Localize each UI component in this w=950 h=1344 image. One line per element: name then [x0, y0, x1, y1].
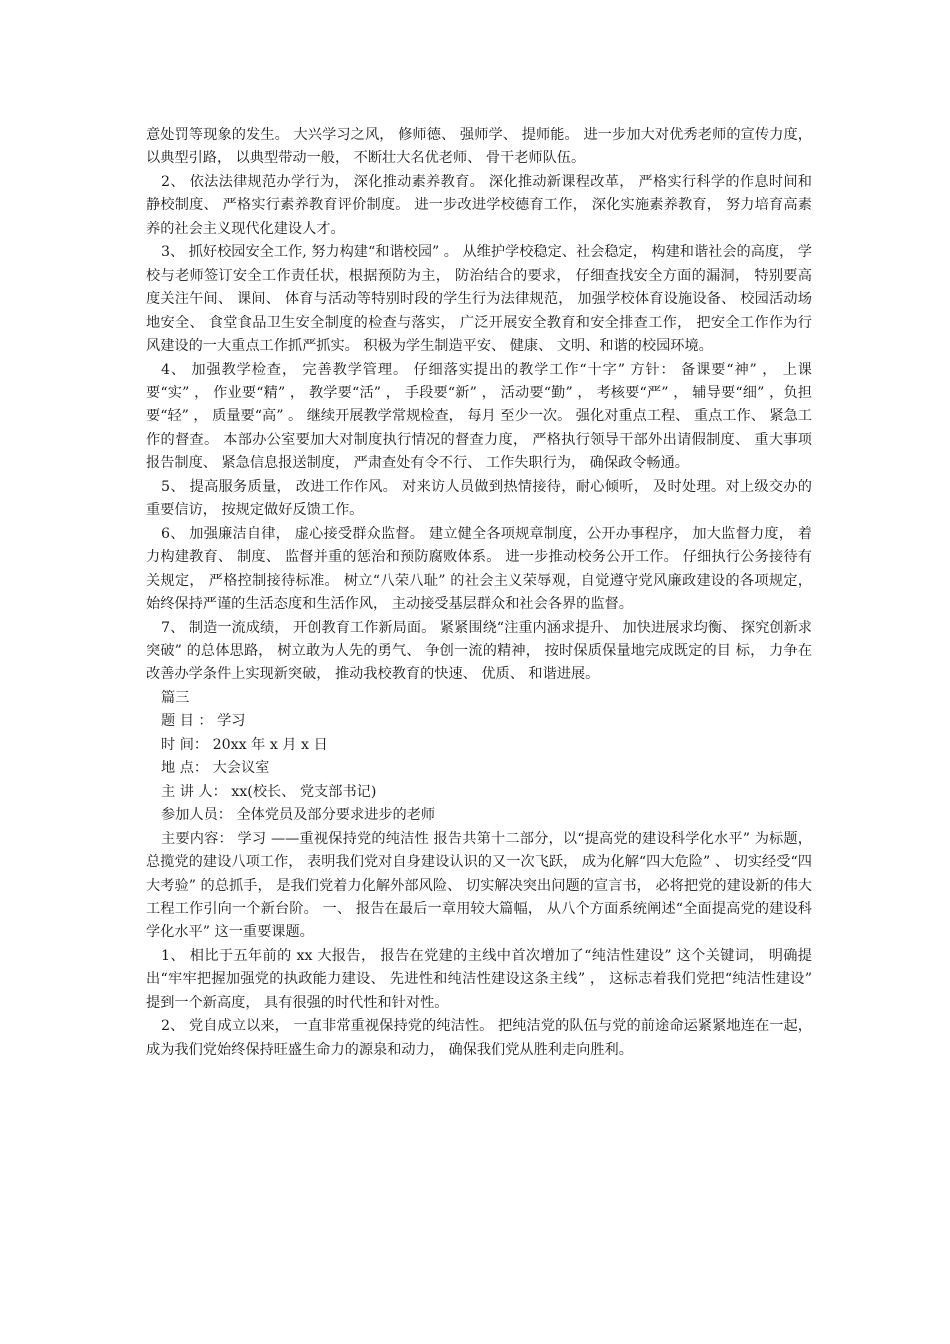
meeting-speaker: 主 讲 人： xx(校长、 党支部书记) — [161, 783, 377, 800]
meeting-attendees: 参加人员： 全体党员及部分要求进步的老师 — [161, 807, 436, 824]
content-point-1: 1、 相比于五年前的 xx 大报告， 报告在党建的主线中首次增加了“纯洁性建设” 这个关键词， 明确提出“牢牢把握加强党的执政能力建设、 先进性和纯洁性建设这条主线” ， 这标志着我们党把“纯洁性建设” 提到一个新高度， 具有很强的时代性和针对性。 — [146, 947, 812, 1011]
paragraph-item-5: 5、 提高服务质量， 改进工作作风。 对来访人员做到热情接待，耐心倾听， 及时处理。对上级交办的重要信访， 按规定做好反馈工作。 — [146, 478, 812, 519]
paragraph-item-3: 3、 抓好校园安全工作, 努力构建“和谐校园” 。 从维护学校稳定、社会稳定， 构建和谐社会的高度， 学校与老师签订安全工作责任状，根据预防为主， 防治结合的要求， 仔细查找安全方面的漏洞， 特别要高度关注午间、 课间、 体育与活动等特别时段的学生行为法律规范， 加强学校体育设施设备、 校园活动场地安全、 食堂食品卫生安全制度的检查与落实， 广泛开展安全教育和安全排查工作， 把安全工作作为行风建设的一大重点工作抓严抓实。 积极为学生制造平安、 健康、 文明、和谐的校园环境。 — [146, 244, 812, 355]
content-point-2: 2、 党自成立以来， 一直非常重视保持党的纯洁性。 把纯洁党的队伍与党的前途命运紧紧地连在一起， 成为我们党始终保持旺盛生命力的源泉和动力， 确保我们党从胜利走向胜利。 — [146, 1018, 812, 1058]
paragraph-item-7: 7、 制造一流成绩， 开创教育工作新局面。 紧紧围绕“注重内涵求提升、 加快进展求均衡、 探究创新求突破” 的总体思路， 树立敢为人先的勇气、 争创一流的精神， 按时保质保量地完成既定的目 标， 力争在改善办学条件上实现新突破， 推动我校教育的快速、 优质、 和谐进展。 — [146, 619, 812, 683]
document-body — [146, 124, 812, 1062]
meeting-topic: 题 目 ： 学习 — [161, 713, 246, 730]
paragraph-item-6: 6、 加强廉洁自律， 虚心接受群众监督。 建立健全各项规章制度，公开办事程序， 加大监督力度， 着力构建教育、 制度、 监督并重的惩治和预防腐败体系。 进一步推动校务公开工作。 仔细执行公务接待有关规定， 严格控制接待标准。 树立“八荣八耻” 的社会主义荣辱观，自觉遵守党风廉政建设的各项规定， 始终保持严谨的生活态度和生活作风， 主动接受基层群众和社会各界的监督。 — [146, 525, 812, 613]
meeting-location: 地 点： 大会议室 — [161, 760, 270, 777]
meeting-time: 时 间： 20xx 年 x 月 x 日 — [161, 736, 328, 753]
paragraph-item-2: 2、 依法法律规范办学行为， 深化推动素养教育。 深化推动新课程改革， 严格实行科学的作息时间和静校制度、 严格实行素养教育评价制度。 进一步改进学校德育工作， 深化实施素养教育， 努力培育高素养的社会主义现代化建设人才。 — [146, 173, 812, 237]
paragraph-continuation: 意处罚等现象的发生。 大兴学习之风， 修师德、 强师学、 提师能。 进一步加大对优秀老师的宣传力度， 以典型引路， 以典型带动一般， 不断壮大名优老师、 骨干老师队伍。 — [146, 127, 812, 167]
meeting-content: 主要内容： 学习 ——重视保持党的纯洁性 报告共第十二部分，以“提高党的建设科学化水平” 为标题， 总揽党的建设八项工作， 表明我们党对自身建设认识的又一次飞跃， 成为化解“四大危险” 、 切实经受“四大考验” 的总抓手， 是我们党着力化解外部风险、 切实解决突出问题的宣言书， 必将把党的建设新的伟大工程工作引向一个新台阶。 一、 报告在最后一章用较大篇幅， 从八个方面系统阐述“全面提高党的建设科学化水平” 这一重要课题。 — [146, 830, 812, 941]
paragraph-item-4: 4、 加强教学检查， 完善教学管理。 仔细落实提出的教学工作“十字” 方针： 备课要“神” ， 上课要“实” ， 作业要“精” ， 教学要“活” ， 手段要“新” ， 活动要“勤” ， 考核要“严” ， 辅导要“细” ，负担要“轻” ， 质量要“高” 。 继续开展教学常规检查， 每月 至少一次。 强化对重点工程、 重点工作、 紧急工作的督查。 本部办公室要加大对制度执行情况的督查力度， 严格执行领导干部外出请假制度、 重大事项报告制度、 紧急信息报送制度， 严肃查处有令不行、 工作失职行为， 确保政令畅通。 — [146, 361, 812, 472]
section-heading: 篇三 — [161, 689, 190, 706]
